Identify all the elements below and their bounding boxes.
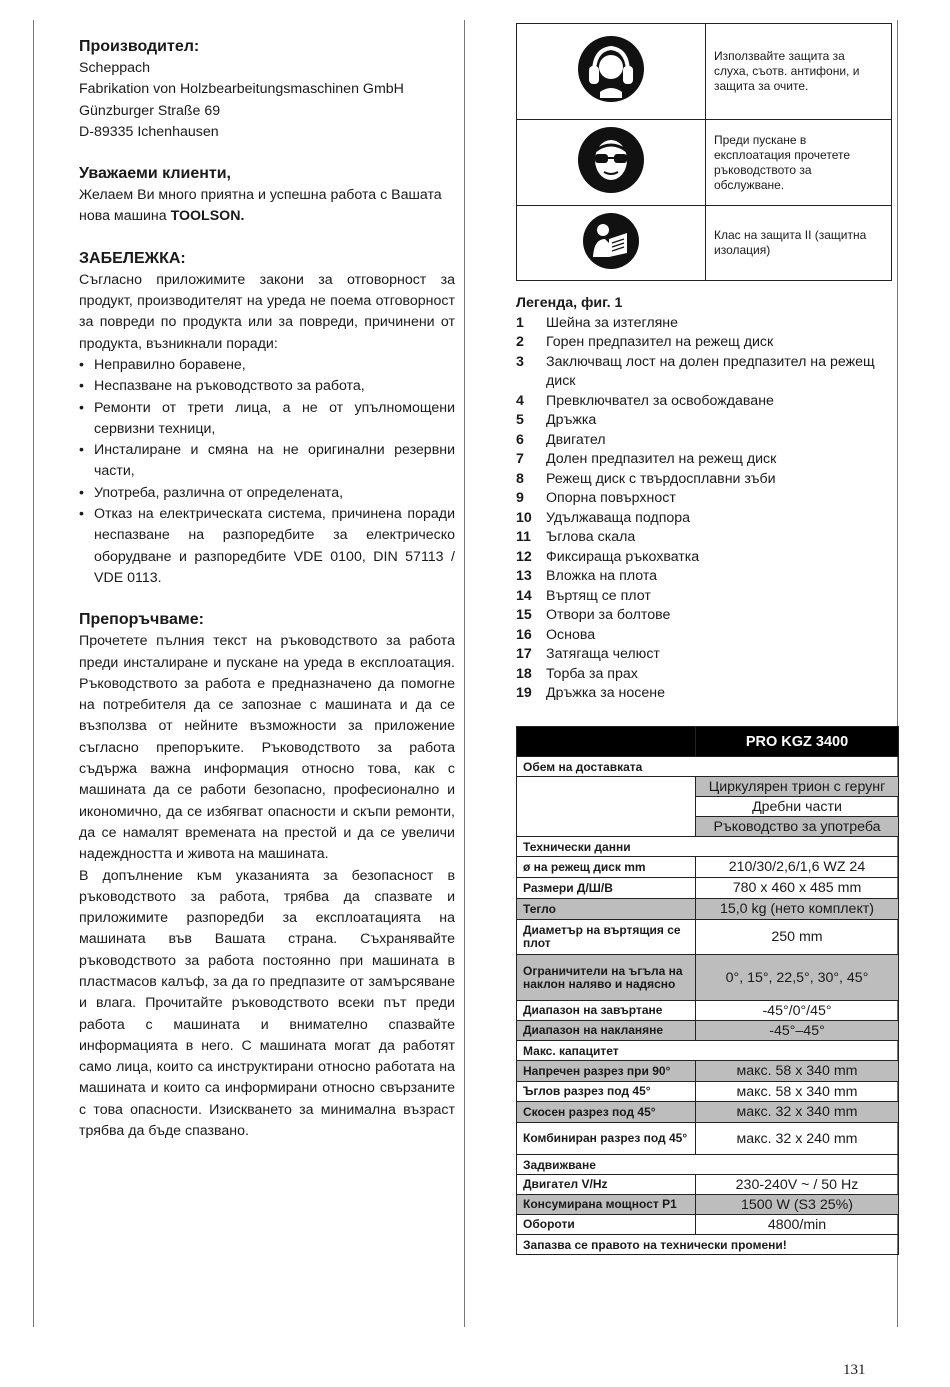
table-row xyxy=(517,920,899,955)
ear-protection-icon xyxy=(578,36,644,102)
manufacturer-line: Fabrikation von Holzbearbeitungsmaschinen GmbH xyxy=(79,81,404,98)
spec-header-row xyxy=(517,727,899,757)
manufacturer-line: Scheppach xyxy=(79,60,150,76)
legend-item: 2 Горен предпазител на режещ диск xyxy=(516,334,774,350)
safety-symbols-table xyxy=(516,23,892,281)
spec-label: Размери Д/Ш/В xyxy=(517,878,696,899)
column-divider-rule xyxy=(464,20,465,1327)
spec-value: 1500 W (S3 25%) xyxy=(696,1195,899,1215)
spec-section-row xyxy=(517,757,899,777)
spec-value: 15,0 kg (нето комплект) xyxy=(696,899,899,920)
notice-intro: Съгласно приложимите закони за отговорност за продукт, производителят на уреда не поема отговорност за повреди по продукта или за повреди, причинени от продукта, възникнали поради: xyxy=(79,271,455,352)
legend-title: Легенда, фиг. 1 xyxy=(516,295,623,311)
legend-item: 14 Въртящ се плот xyxy=(516,587,651,604)
spec-section-heading: Макс. капацитет xyxy=(517,1041,899,1061)
spec-label: ø на режещ диск mm xyxy=(517,857,696,878)
spec-label: Диаметър на въртящия се плот xyxy=(517,920,696,955)
spec-label: Обороти xyxy=(517,1215,696,1235)
list-item: • Ремонти от трети лица, а не от упълномощени сервизни техници, xyxy=(79,398,455,441)
spec-value: 210/30/2,6/1,6 WZ 24 xyxy=(696,857,899,878)
symbol-text: Преди пускане в експлоатация прочетете ръководството за обслужване. xyxy=(706,120,892,206)
recommend-paragraph: Прочетете пълния текст на ръководството за работа преди инсталиране и пускане на уреда в експлоатация. Ръководството за работа е предназначено да помогне на потребителя да се запознае с машината и да се възползва от нейните възможности за приложение съгласно препоръките. Ръководството за работа съдържа важна информация относно това, как с машината да се работи безопасно, професионално и икономично, да се избягват опасности и скъпи ремонти, да се намалят времената на престой и да се увеличи надеждността и живота на машината. xyxy=(79,633,455,863)
table-row xyxy=(517,899,899,920)
list-item: • Употреба, различна от определената, xyxy=(79,483,455,504)
spec-value: макс. 58 x 340 mm xyxy=(696,1061,899,1082)
table-row xyxy=(517,1195,899,1215)
table-row xyxy=(517,777,899,797)
table-row xyxy=(517,1001,899,1021)
spec-label: Ъглов разрез под 45° xyxy=(517,1082,696,1102)
legend-block xyxy=(516,294,892,704)
spec-section-row xyxy=(517,837,899,857)
notice-heading: ЗАБЕЛЕЖКА: xyxy=(79,249,186,267)
table-row xyxy=(517,955,899,1001)
delivery-item: Циркулярен трион с герунг xyxy=(696,777,899,797)
legend-item: 8 Режещ диск с твърдосплавни зъби xyxy=(516,470,776,487)
table-row xyxy=(517,1175,899,1195)
table-row xyxy=(517,1215,899,1235)
page-number: 131 xyxy=(843,1362,866,1378)
manufacturer-line: Günzburger Straße 69 xyxy=(79,102,221,119)
recommend-heading: Препоръчваме: xyxy=(79,611,204,629)
delivery-heading: Обем на доставката xyxy=(517,757,899,777)
notice-list xyxy=(79,355,455,589)
list-item: • Отказ на електрическата система, причинена поради неспазване на разпоредбите за електрическо оборудване и разпоредбите VDE 0100, DIN 57113 / VDE 0113. xyxy=(79,504,455,589)
spec-value: 230-240V ~ / 50 Hz xyxy=(696,1175,899,1195)
table-row xyxy=(517,1102,899,1123)
left-column xyxy=(79,36,455,1142)
spec-label: Комбиниран разрез под 45° xyxy=(517,1123,696,1155)
legend-item: 11 Ъглова скала xyxy=(516,529,636,545)
tech-heading: Технически данни xyxy=(517,837,899,857)
legend-item: 6 Двигател xyxy=(516,431,606,448)
spec-label: Консумирана мощност P1 xyxy=(517,1195,696,1215)
spec-label: Диапазон на завъртане xyxy=(517,1001,696,1021)
table-row xyxy=(517,857,899,878)
dear-customers-heading: Уважаеми клиенти, xyxy=(79,165,231,183)
delivery-item: Ръководство за употреба xyxy=(696,817,899,837)
spec-section-heading: Запазва се правото на технически промени! xyxy=(517,1235,899,1255)
table-row xyxy=(517,1061,899,1082)
model-name: PRO KGZ 3400 xyxy=(696,727,899,757)
legend-item: 1 Шейна за изтегляне xyxy=(516,314,679,331)
legend-item: 18 Торба за прах xyxy=(516,665,638,682)
spec-section-row xyxy=(517,1041,899,1061)
spec-value: -45°–45° xyxy=(696,1021,899,1041)
spec-label: Двигател V/Hz xyxy=(517,1175,696,1195)
spec-value: макс. 32 x 240 mm xyxy=(696,1123,899,1155)
legend-item: 12 Фиксираща ръкохватка xyxy=(516,548,700,565)
table-row xyxy=(517,1082,899,1102)
spec-value: 250 mm xyxy=(696,920,899,955)
spec-section-heading: Задвижване xyxy=(517,1155,899,1175)
table-row xyxy=(517,1021,899,1041)
manufacturer-heading: Производител: xyxy=(79,38,200,55)
spec-label: Диапазон на накланяне xyxy=(517,1021,696,1041)
delivery-item: Дребни части xyxy=(696,797,899,817)
specification-table xyxy=(516,726,899,1255)
legend-item: 9 Опорна повърхност xyxy=(516,490,676,506)
legend-item: 16 Основа xyxy=(516,626,596,643)
legend-item: 19 Дръжка за носене xyxy=(516,685,665,701)
symbol-text: Използвайте защита за слуха, съотв. антифони, и защита за очите. xyxy=(706,24,892,120)
spec-label: Скосен разрез под 45° xyxy=(517,1102,696,1123)
spec-section-row xyxy=(517,1155,899,1175)
table-row xyxy=(517,878,899,899)
spec-label: Тегло xyxy=(517,899,696,920)
dear-customers-text: Желаем Ви много приятна и успешна работа с Вашата нова машина TOOLSON. xyxy=(79,187,442,225)
legend-item: 10 Удължаваща подпора xyxy=(516,509,691,526)
list-item: • Инсталиране и смяна на не оригинални резервни части, xyxy=(79,440,455,483)
spec-label: Напречен разрез при 90° xyxy=(517,1061,696,1082)
spec-label: Ограничители на ъгъла на наклон наляво и надясно xyxy=(517,955,696,1001)
left-margin-rule xyxy=(33,20,34,1327)
spec-value: 0°, 15°, 22,5°, 30°, 45° xyxy=(696,955,899,1001)
list-item: • Неправилно боравене, xyxy=(79,355,455,376)
spec-value: 780 x 460 x 485 mm xyxy=(696,878,899,899)
legend-item: 5 Дръжка xyxy=(516,412,597,428)
manufacturer-line: D-89335 Ichenhausen xyxy=(79,123,219,140)
recommend-paragraph: В допълнение към указанията за безопасност в ръководството за работа, трябва да спазвате и приложимите разпоредби за експлоатацията на машината във Вашата страна. Съхранявайте ръководството за работа постоянно при машината в пластмасов калъф, за да го предпазите от замърсяване и влага. Прочитайте ръководството всеки път преди работа с машината и внимателно спазвайте информацията в него. С машината могат да работят само лица, които са инструктирани относно работата на машината и които са информирани относно свързаните с това опасности. Изискването за минимална възраст трябва да бъде спазвано. xyxy=(79,867,455,1140)
list-item: • Неспазване на ръководството за работа, xyxy=(79,376,455,397)
legend-item: 13 Вложка на плота xyxy=(516,568,658,584)
spec-value: -45°/0°/45° xyxy=(696,1001,899,1021)
spec-value: макс. 32 x 340 mm xyxy=(696,1102,899,1123)
legend-item: 7 Долен предпазител на режещ диск xyxy=(516,451,777,467)
read-manual-icon xyxy=(583,213,639,269)
brand-name: TOOLSON. xyxy=(170,208,245,225)
legend-item: 17 Затягаща челюст xyxy=(516,646,660,662)
symbol-text: Клас на защита II (защитна изолация) xyxy=(706,206,892,281)
spec-section-row xyxy=(517,1235,899,1255)
legend-item: 4 Превключвател за освобождаване xyxy=(516,392,774,409)
spec-value: 4800/min xyxy=(696,1215,899,1235)
spec-value: макс. 58 x 340 mm xyxy=(696,1082,899,1102)
eye-protection-icon xyxy=(578,127,644,193)
legend-item: 15 Отвори за болтове xyxy=(516,607,671,623)
legend-item: 3 Заключващ лост на долен предпазител на режещ диск xyxy=(516,353,875,389)
table-row xyxy=(517,1123,899,1155)
